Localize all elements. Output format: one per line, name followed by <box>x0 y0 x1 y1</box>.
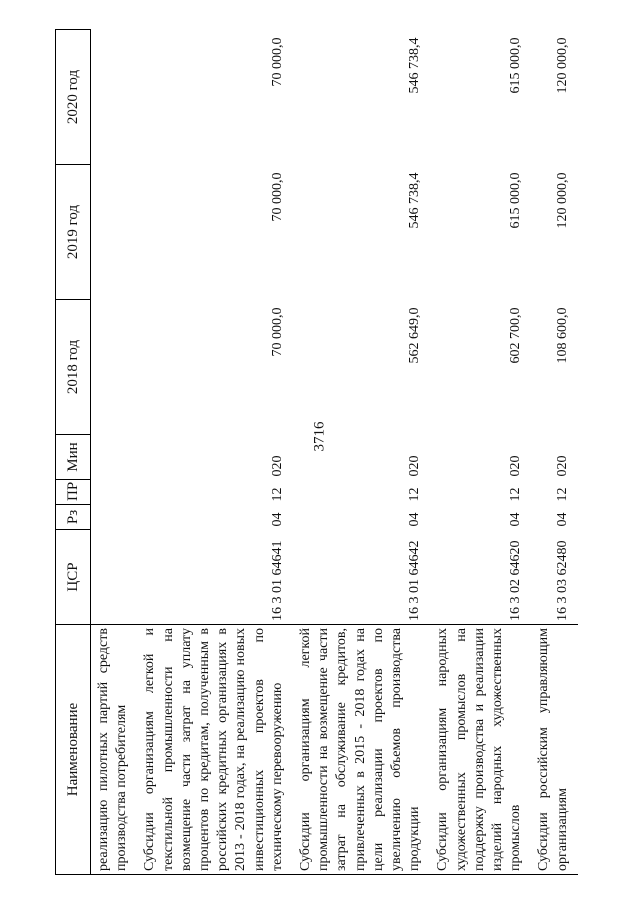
row-2020: 615 000,0 <box>508 37 524 94</box>
table-row <box>91 30 138 875</box>
header-name: Наименование <box>56 625 91 875</box>
budget-table <box>55 29 578 875</box>
row-min: 020 <box>554 455 570 477</box>
row-2018 <box>91 300 138 435</box>
row-rz: 04 <box>554 512 570 527</box>
row-pr: 12 <box>407 487 423 502</box>
header-2020: 2020 год <box>56 30 91 165</box>
table-row <box>293 30 430 875</box>
row-csr: 16 3 03 62480 <box>554 540 570 621</box>
table-header-row <box>56 30 91 875</box>
row-name: реализацию пилотных партий средств производства потребителям <box>91 625 138 875</box>
row-csr: 16 3 02 64620 <box>508 540 524 621</box>
row-csr: 16 3 01 64641 <box>269 540 285 621</box>
header-rz: Рз <box>56 505 91 530</box>
row-min: 020 <box>407 455 423 477</box>
page-number: 3716 <box>311 421 328 452</box>
row-2018: 70 000,0 <box>269 307 285 357</box>
header-csr: ЦСР <box>56 530 91 625</box>
row-2018: 602 700,0 <box>508 307 524 364</box>
row-2020: 70 000,0 <box>269 37 285 87</box>
row-csr <box>91 530 138 625</box>
row-pr: 12 <box>508 487 524 502</box>
row-name: Субсидии организациям легкой промышленности на возмещение части затрат на обслуживание кредитов, привлеченных в 2015 - 2018 годах на цели реализации проектов по увеличению объемов производства продукции <box>293 625 430 875</box>
row-pr: 12 <box>554 487 570 502</box>
row-pr <box>91 480 138 505</box>
row-rz: 04 <box>269 512 285 527</box>
row-min: 020 <box>508 455 524 477</box>
row-min: 020 <box>269 455 285 477</box>
row-pr: 12 <box>269 487 285 502</box>
header-2018: 2018 год <box>56 300 91 435</box>
row-2020: 120 000,0 <box>554 37 570 94</box>
header-pr: ПР <box>56 480 91 505</box>
row-2019: 546 738,4 <box>407 172 423 229</box>
row-2019: 615 000,0 <box>508 172 524 229</box>
row-name: Субсидии российским управляющим организациям <box>531 625 577 875</box>
header-2019: 2019 год <box>56 165 91 300</box>
row-2020: 546 738,4 <box>407 37 423 94</box>
row-2019: 120 000,0 <box>554 172 570 229</box>
row-2020 <box>91 30 138 165</box>
table-row <box>531 30 577 875</box>
row-name: Субсидии организациям легкой и текстильной промышленности на возмещение части затрат на уплату процентов по кредитам, полученным в российских кредитных организациях в 2013 - 2018 годах, на реализацию новых инвестиционных проектов по техническому перевооружению <box>137 625 293 875</box>
row-rz: 04 <box>407 512 423 527</box>
row-name: Субсидии организациям народных художественных промыслов на поддержку производства и реализации изделий народных художественных промыслов <box>430 625 531 875</box>
table-row <box>430 30 531 875</box>
rotated-page <box>55 30 585 875</box>
row-2018: 562 649,0 <box>407 307 423 364</box>
row-2019: 70 000,0 <box>269 172 285 222</box>
row-2019 <box>91 165 138 300</box>
row-rz: 04 <box>508 512 524 527</box>
row-csr: 16 3 01 64642 <box>407 540 423 621</box>
row-2018: 108 600,0 <box>554 307 570 364</box>
row-rz <box>91 505 138 530</box>
row-min <box>91 435 138 480</box>
table-row <box>137 30 293 875</box>
header-min: Мин <box>56 435 91 480</box>
